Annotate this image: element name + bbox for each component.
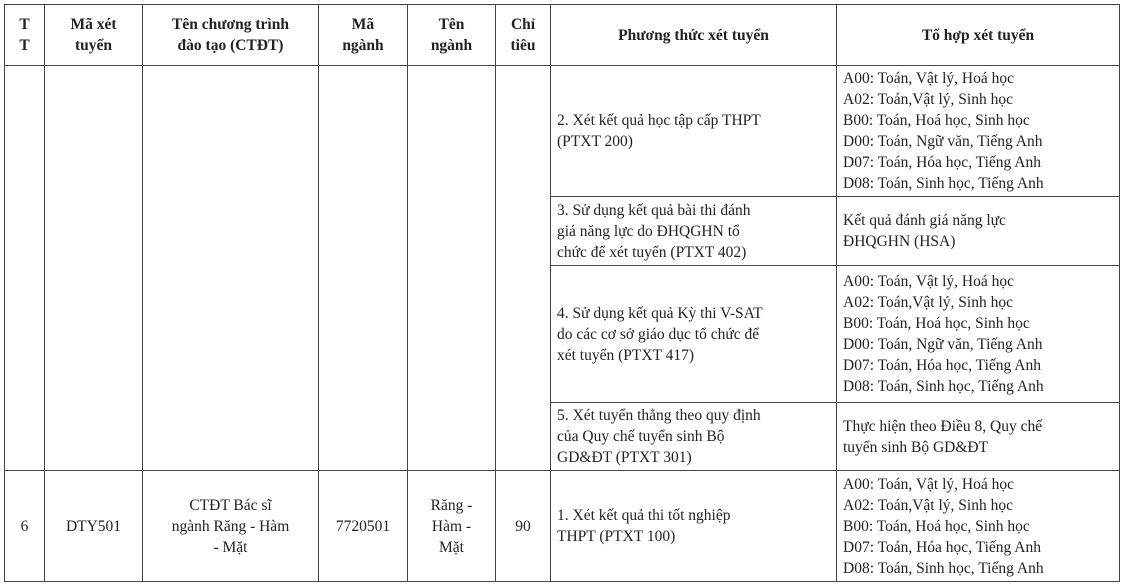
header-ma-xet-tuyen: Mã xét tuyển — [45, 5, 143, 66]
empty-cell — [496, 66, 551, 471]
header-tt: T T — [5, 5, 45, 66]
admission-method: 1. Xét kết quả thi tốt nghiệp THPT (PTXT 100) — [551, 471, 837, 582]
program-tt: 6 — [5, 471, 45, 582]
admission-table — [4, 4, 1120, 582]
header-to-hop: Tổ hợp xét tuyển — [837, 5, 1120, 66]
admission-method: 4. Sử dụng kết quả Kỳ thi V-SAT do các cơ sở giáo dục tổ chức để xét tuyển (PTXT 417) — [551, 266, 837, 403]
empty-cell — [143, 66, 319, 471]
subject-combinations: Kết quả đánh giá năng lực ĐHQGHN (HSA) — [837, 197, 1120, 266]
header-chi-tieu: Chỉ tiêu — [496, 5, 551, 66]
header-ten-nganh: Tên ngành — [408, 5, 496, 66]
header-row — [5, 5, 1120, 66]
program-row — [5, 471, 1120, 582]
subject-combinations: A00: Toán, Vật lý, Hoá học A02: Toán,Vật lý, Sinh học B00: Toán, Hoá học, Sinh học D00: Toán, Ngữ văn, Tiếng Anh D07: Toán, Hóa học, Tiếng Anh D08: Toán, Sinh học, Tiếng Anh — [837, 266, 1120, 403]
header-phuong-thuc: Phương thức xét tuyển — [551, 5, 837, 66]
program-ma-xet-tuyen: DTY501 — [45, 471, 143, 582]
table-row — [5, 66, 1120, 197]
admission-method: 3. Sử dụng kết quả bài thi đánh giá năng lực do ĐHQGHN tổ chức để xét tuyển (PTXT 402) — [551, 197, 837, 266]
empty-cell — [408, 66, 496, 471]
subject-combinations: A00: Toán, Vật lý, Hoá học A02: Toán,Vật lý, Sinh học B00: Toán, Hoá học, Sinh học D00: Toán, Ngữ văn, Tiếng Anh D07: Toán, Hóa học, Tiếng Anh D08: Toán, Sinh học, Tiếng Anh — [837, 66, 1120, 197]
empty-cell — [319, 66, 408, 471]
header-ten-chuong-trinh: Tên chương trình đào tạo (CTĐT) — [143, 5, 319, 66]
admission-method: 2. Xét kết quả học tập cấp THPT (PTXT 200) — [551, 66, 837, 197]
program-chi-tieu: 90 — [496, 471, 551, 582]
header-ma-nganh: Mã ngành — [319, 5, 408, 66]
empty-cell — [5, 66, 45, 471]
empty-cell — [45, 66, 143, 471]
program-ma-nganh: 7720501 — [319, 471, 408, 582]
admission-method: 5. Xét tuyển thẳng theo quy định của Quy chế tuyển sinh Bộ GD&ĐT (PTXT 301) — [551, 403, 837, 471]
subject-combinations: Thực hiện theo Điều 8, Quy chế tuyển sinh Bộ GD&ĐT — [837, 403, 1120, 471]
program-ten-nganh: Răng - Hàm - Mặt — [408, 471, 496, 582]
subject-combinations: A00: Toán, Vật lý, Hoá học A02: Toán,Vật lý, Sinh học B00: Toán, Hoá học, Sinh học D07: Toán, Hóa học, Tiếng Anh D08: Toán, Sinh học, Tiếng Anh — [837, 471, 1120, 582]
program-ten-chuong-trinh: CTĐT Bác sĩ ngành Răng - Hàm - Mặt — [143, 471, 319, 582]
